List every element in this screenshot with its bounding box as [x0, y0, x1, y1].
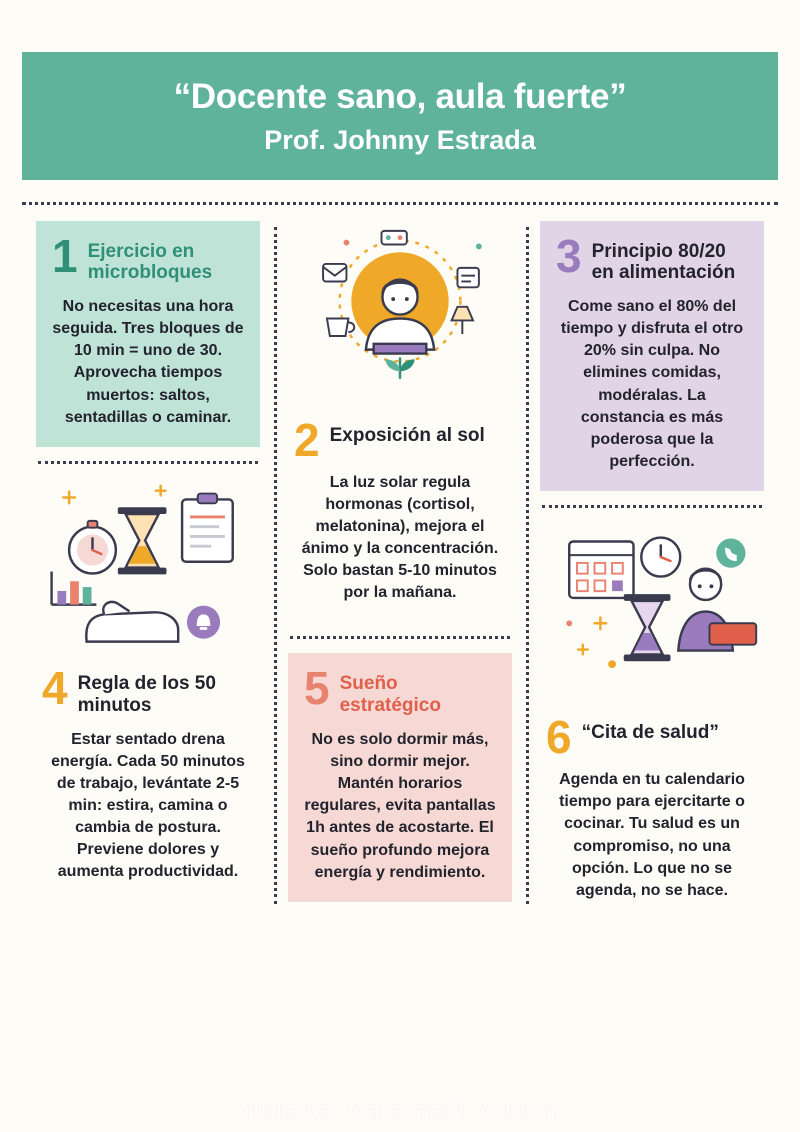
tip-4-head	[42, 662, 254, 717]
tip-card-5	[288, 653, 512, 901]
tip-6-number: 6	[546, 711, 572, 764]
tip-4-title: Regla de los 50 minutos	[77, 673, 216, 717]
tip-1-body: No necesitas una hora seguida. Tres bloques de 10 min = uno de 30. Aprovecha tiempos muertos: saltos, sentadillas o caminar.	[52, 298, 244, 426]
tip-2-title: Exposición al sol	[329, 424, 485, 446]
divider-col3	[542, 505, 762, 508]
tip-5-body: No es solo dormir más, sino dormir mejor. Mantén horarios regulares, evita pantallas 1h antes de acostarte. El sueño profundo mejora energía y rendimiento.	[304, 731, 496, 881]
tip-6-body: Agenda en tu calendario tiempo para ejercitarte o cocinar. Tu salud es un compromiso, no una opción. Lo que no se agenda, no se hace.	[559, 771, 745, 899]
tip-1-number: 1	[52, 229, 78, 282]
tip-2-number: 2	[294, 413, 320, 466]
tip-1-title: Ejercicio en microbloques	[87, 240, 213, 284]
tips-grid	[22, 221, 778, 934]
tip-3-body: Come sano el 80% del tiempo y disfruta el otro 20% sin culpa. No elimines comidas, modéralas. La constancia es más poderosa que la perfección.	[560, 298, 744, 470]
tip-card-3	[540, 221, 764, 491]
header-divider	[22, 202, 778, 205]
column-middle	[274, 221, 526, 934]
column-right	[526, 221, 778, 934]
tip-1-head	[52, 229, 244, 285]
tip-6-title: “Cita de salud”	[581, 722, 719, 744]
divider-col1	[38, 461, 258, 464]
tip-3-head	[556, 229, 748, 285]
tip-2-head	[294, 413, 506, 466]
tip-2-body: La luz solar regula hormonas (cortisol, melatonina), mejora el ánimo y la concentración. Solo bastan 5-10 minutos por la mañana.	[301, 474, 499, 602]
hourglass-and-hand-timer-illustration	[36, 478, 260, 644]
tip-5-head	[304, 662, 496, 717]
divider-col2	[290, 636, 510, 639]
person-at-laptop-in-sun-illustration	[288, 225, 512, 395]
tip-6-head	[546, 711, 758, 764]
tip-5-number: 5	[304, 662, 330, 715]
page-subtitle: Prof. Johnny Estrada	[264, 124, 536, 155]
tip-card-4	[36, 653, 260, 901]
tip-card-2	[288, 405, 512, 623]
tip-3-title: Principio 80/20 en alimentación	[591, 240, 736, 284]
tip-5-title: Sueño estratégico	[339, 673, 441, 717]
tip-3-number: 3	[556, 229, 582, 282]
page-title: “Docente sano, aula fuerte”	[173, 77, 627, 116]
tip-4-body: Estar sentado drena energía. Cada 50 minutos de trabajo, levántate 2-5 min: estira, camina o cambia de postura. Previene dolores y aumenta productividad.	[51, 730, 245, 881]
column-left	[22, 221, 274, 934]
header-band	[22, 52, 778, 180]
tip-card-6	[540, 702, 764, 920]
watermark-text: rtMedia Watermark Addon	[243, 1095, 557, 1125]
calendar-hourglass-person-illustration	[540, 522, 764, 692]
tip-card-1	[36, 221, 260, 447]
tip-4-number: 4	[42, 662, 68, 715]
